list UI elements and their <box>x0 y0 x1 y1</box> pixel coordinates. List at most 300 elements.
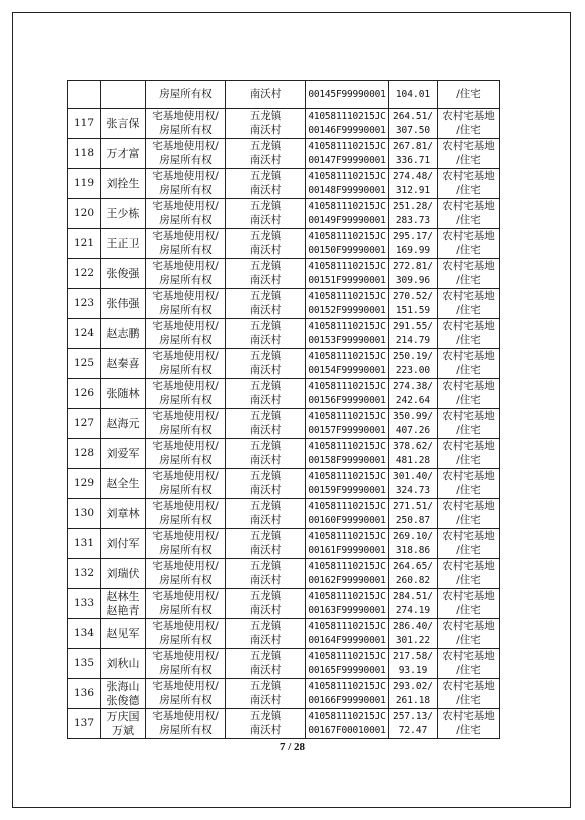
cell-unit-code-line: 410581110215JC <box>308 621 386 632</box>
cell-area-line: 284.51/ <box>392 591 434 602</box>
cell-usage-line: /住宅 <box>456 363 481 376</box>
cell-right-type <box>146 199 226 229</box>
cell-right-type-line: 房屋所有权 <box>159 483 212 496</box>
cell-unit-code <box>306 649 389 679</box>
cell-location-line: 五龙镇 <box>249 530 282 542</box>
cell-owner-name <box>101 529 146 559</box>
cell-area <box>389 469 438 499</box>
cell-location-line: 五龙镇 <box>249 590 282 602</box>
cell-owner-name <box>101 469 146 499</box>
cell-right-type <box>146 649 226 679</box>
cell-unit-code <box>306 469 389 499</box>
cell-location-line: 五龙镇 <box>249 170 282 182</box>
cell-location-line: 五龙镇 <box>249 110 282 122</box>
cell-number: 126 <box>68 379 101 409</box>
cell-number: 135 <box>68 649 101 679</box>
cell-right-type-line: 房屋所有权 <box>159 543 212 556</box>
cell-usage <box>438 559 500 589</box>
cell-right-type-line: 房屋所有权 <box>159 633 212 646</box>
cell-right-type-line: 宅基地使用权/ <box>152 290 219 302</box>
cell-usage-line: /住宅 <box>456 273 481 286</box>
cell-owner-name-line: 万才富 <box>106 146 140 160</box>
cell-location-line: 南沃村 <box>249 603 282 616</box>
cell-unit-code-line: 410581110215JC <box>308 531 386 542</box>
cell-location-line: 南沃村 <box>249 633 282 646</box>
cell-owner-name-line: 赵秦喜 <box>106 356 140 370</box>
cell-unit-code-line: 00166F99990001 <box>308 694 386 706</box>
cell-number: 127 <box>68 409 101 439</box>
cell-right-type-line: 宅基地使用权/ <box>152 620 219 632</box>
cell-area-line: 250.87 <box>395 514 431 526</box>
cell-right-type <box>146 409 226 439</box>
cell-unit-code-line: 00151F99990001 <box>308 274 386 286</box>
cell-unit-code-line: 00149F99990001 <box>308 214 386 226</box>
cell-unit-code-line: 00148F99990001 <box>308 184 386 196</box>
cell-right-type <box>146 499 226 529</box>
cell-location <box>226 169 306 199</box>
cell-unit-code <box>306 109 389 139</box>
cell-right-type-line: 房屋所有权 <box>159 363 212 376</box>
cell-area-line: 274.48/ <box>392 171 434 182</box>
cell-location-line: 五龙镇 <box>249 380 282 392</box>
cell-unit-code-line: 410581110215JC <box>308 201 386 212</box>
cell-area-line: 407.26 <box>395 424 431 436</box>
cell-right-type <box>146 349 226 379</box>
cell-right-type <box>146 109 226 139</box>
cell-location-line: 南沃村 <box>249 153 282 166</box>
cell-unit-code-line: 00153F99990001 <box>308 334 386 346</box>
cell-owner-name-line: 张言保 <box>106 116 140 130</box>
cell-right-type-line: 房屋所有权 <box>159 513 212 526</box>
cell-area-line: 214.79 <box>395 334 431 346</box>
cell-usage <box>438 619 500 649</box>
cell-location-line: 五龙镇 <box>249 650 282 662</box>
cell-right-type: 房屋所有权 <box>146 81 226 109</box>
cell-area <box>389 379 438 409</box>
table-row <box>68 319 500 349</box>
cell-location-line: 五龙镇 <box>249 680 282 692</box>
cell-owner-name-line: 赵全生 <box>106 476 140 490</box>
cell-owner-name-line: 赵志鹏 <box>106 326 140 340</box>
cell-right-type <box>146 529 226 559</box>
cell-owner-name-line: 刘秋山 <box>106 656 140 670</box>
cell-area-line: 481.28 <box>395 454 431 466</box>
cell-area-line: 295.17/ <box>392 231 434 242</box>
cell-usage-line: 农村宅基地 <box>442 470 495 482</box>
table-row <box>68 199 500 229</box>
cell-area-line: 72.47 <box>398 724 428 736</box>
cell-location-line: 五龙镇 <box>249 200 282 212</box>
cell-owner-name <box>101 139 146 169</box>
cell-location <box>226 109 306 139</box>
cell-unit-code-line: 410581110215JC <box>308 561 386 572</box>
cell-location <box>226 619 306 649</box>
cell-area-line: 223.00 <box>395 364 431 376</box>
cell-unit-code <box>306 559 389 589</box>
cell-right-type <box>146 289 226 319</box>
cell-location <box>226 499 306 529</box>
cell-number: 117 <box>68 109 101 139</box>
cell-unit-code <box>306 379 389 409</box>
cell-usage-line: /住宅 <box>456 453 481 466</box>
cell-location-line: 南沃村 <box>249 693 282 706</box>
cell-right-type-line: 宅基地使用权/ <box>152 350 219 362</box>
table-row <box>68 649 500 679</box>
cell-owner-name <box>101 109 146 139</box>
cell-right-type-line: 宅基地使用权/ <box>152 230 219 242</box>
cell-usage-line: 农村宅基地 <box>442 230 495 242</box>
cell-location-line: 南沃村 <box>249 543 282 556</box>
cell-area <box>389 619 438 649</box>
cell-area-line: 318.86 <box>395 544 431 556</box>
cell-number: 125 <box>68 349 101 379</box>
cell-unit-code-line: 00160F99990001 <box>308 514 386 526</box>
cell-unit-code-line: 410581110215JC <box>308 141 386 152</box>
cell-unit-code-line: 00146F99990001 <box>308 124 386 136</box>
cell-location <box>226 589 306 619</box>
cell-owner-name <box>101 439 146 469</box>
cell-owner-name <box>101 679 146 709</box>
cell-right-type-line: 宅基地使用权/ <box>152 530 219 542</box>
cell-location-line: 南沃村 <box>249 513 282 526</box>
cell-location <box>226 469 306 499</box>
cell-area <box>389 259 438 289</box>
cell-area <box>389 169 438 199</box>
cell-usage-line: /住宅 <box>456 123 481 136</box>
cell-usage <box>438 229 500 259</box>
cell-area <box>389 559 438 589</box>
cell-area <box>389 109 438 139</box>
cell-right-type-line: 宅基地使用权/ <box>152 260 219 272</box>
cell-usage <box>438 409 500 439</box>
cell-area <box>389 499 438 529</box>
cell-right-type-line: 宅基地使用权/ <box>152 170 219 182</box>
cell-owner-name-line: 张随林 <box>106 386 140 400</box>
cell-location-line: 南沃村 <box>249 243 282 256</box>
cell-unit-code <box>306 289 389 319</box>
cell-usage-line: /住宅 <box>456 423 481 436</box>
cell-unit-code <box>306 259 389 289</box>
cell-usage-line: 农村宅基地 <box>442 500 495 512</box>
table-row <box>68 709 500 739</box>
cell-location-line: 南沃村 <box>249 303 282 316</box>
cell-right-type-line: 房屋所有权 <box>159 603 212 616</box>
cell-location <box>226 229 306 259</box>
cell-location-line: 五龙镇 <box>249 710 282 722</box>
table-row <box>68 439 500 469</box>
cell-area-line: 271.51/ <box>392 501 434 512</box>
cell-usage-line: /住宅 <box>456 153 481 166</box>
cell-usage-line: 农村宅基地 <box>442 620 495 632</box>
cell-owner-name-line: 赵林生 <box>106 590 140 603</box>
cell-right-type <box>146 319 226 349</box>
cell-usage-line: /住宅 <box>456 183 481 196</box>
cell-usage <box>438 319 500 349</box>
cell-right-type-line: 宅基地使用权/ <box>152 680 219 692</box>
cell-location-line: 南沃村 <box>249 423 282 436</box>
cell-right-type <box>146 439 226 469</box>
cell-area-line: 269.10/ <box>392 531 434 542</box>
cell-number: 120 <box>68 199 101 229</box>
cell-usage <box>438 349 500 379</box>
cell-area-line: 324.73 <box>395 484 431 496</box>
cell-usage-line: 农村宅基地 <box>442 320 495 332</box>
cell-unit-code-line: 00147F99990001 <box>308 154 386 166</box>
cell-right-type-line: 房屋所有权 <box>159 213 212 226</box>
cell-usage-line: 农村宅基地 <box>442 410 495 422</box>
cell-usage-line: /住宅 <box>456 543 481 556</box>
cell-owner-name-line: 刘付军 <box>106 536 140 550</box>
cell-usage <box>438 469 500 499</box>
cell-location-line: 五龙镇 <box>249 230 282 242</box>
cell-unit-code-line: 410581110215JC <box>308 591 386 602</box>
cell-right-type-line: 房屋所有权 <box>159 303 212 316</box>
table-row <box>68 169 500 199</box>
cell-owner-name-line: 赵艳青 <box>106 603 140 617</box>
cell-right-type <box>146 619 226 649</box>
cell-usage <box>438 499 500 529</box>
cell-owner-name-line: 刘章林 <box>106 506 140 520</box>
cell-owner-name-line: 张俊德 <box>106 693 140 707</box>
table-row <box>68 379 500 409</box>
cell-number: 129 <box>68 469 101 499</box>
cell-number: 119 <box>68 169 101 199</box>
cell-usage-line: 农村宅基地 <box>442 680 495 692</box>
cell-unit-code <box>306 199 389 229</box>
cell-location-line: 五龙镇 <box>249 470 282 482</box>
cell-location-line: 南沃村 <box>249 213 282 226</box>
cell-unit-code-line: 00152F99990001 <box>308 304 386 316</box>
cell-area-line: 217.58/ <box>392 651 434 662</box>
cell-location-line: 南沃村 <box>249 333 282 346</box>
cell-unit-code <box>306 709 389 739</box>
cell-right-type-line: 宅基地使用权/ <box>152 710 219 722</box>
cell-right-type-line: 宅基地使用权/ <box>152 560 219 572</box>
cell-area-line: 264.65/ <box>392 561 434 572</box>
cell-right-type <box>146 679 226 709</box>
cell-location <box>226 319 306 349</box>
table-row <box>68 409 500 439</box>
cell-area-line: 257.13/ <box>392 711 434 722</box>
cell-unit-code <box>306 349 389 379</box>
cell-owner-name <box>101 289 146 319</box>
cell-unit-code <box>306 169 389 199</box>
cell-area-line: 274.38/ <box>392 381 434 392</box>
cell-owner-name-line: 张海山 <box>106 680 140 693</box>
cell-location-line: 五龙镇 <box>249 290 282 302</box>
cell-area <box>389 139 438 169</box>
cell-unit-code-line: 00158F99990001 <box>308 454 386 466</box>
cell-usage-line: 农村宅基地 <box>442 440 495 452</box>
cell-usage-line: 农村宅基地 <box>442 560 495 572</box>
cell-unit-code <box>306 409 389 439</box>
cell-usage-line: /住宅 <box>456 723 481 736</box>
cell-unit-code-line: 410581110215JC <box>308 471 386 482</box>
cell-unit-code <box>306 319 389 349</box>
cell-usage <box>438 109 500 139</box>
cell-usage-line: 农村宅基地 <box>442 110 495 122</box>
cell-right-type-line: 房屋所有权 <box>159 333 212 346</box>
cell-location-line: 五龙镇 <box>249 260 282 272</box>
cell-usage-line: 农村宅基地 <box>442 140 495 152</box>
cell-area-line: 350.99/ <box>392 411 434 422</box>
cell-area-line: 286.40/ <box>392 621 434 632</box>
cell-area-line: 301.22 <box>395 634 431 646</box>
cell-area <box>389 529 438 559</box>
cell-owner-name <box>101 649 146 679</box>
cell-usage-line: 农村宅基地 <box>442 590 495 602</box>
cell-unit-code-line: 410581110215JC <box>308 381 386 392</box>
cell-owner-name-line: 刘瑞伏 <box>106 566 140 580</box>
cell-owner-name-line: 张俊强 <box>106 266 140 280</box>
cell-right-type-line: 房屋所有权 <box>159 393 212 406</box>
cell-location-line: 南沃村 <box>249 483 282 496</box>
cell-number: 123 <box>68 289 101 319</box>
cell-usage <box>438 169 500 199</box>
cell-usage-line: /住宅 <box>456 243 481 256</box>
cell-owner-name-line: 张伟强 <box>106 296 140 310</box>
cell-location-line: 南沃村 <box>249 393 282 406</box>
cell-location-line: 五龙镇 <box>249 320 282 332</box>
cell-unit-code-line: 00150F99990001 <box>308 244 386 256</box>
cell-right-type <box>146 589 226 619</box>
cell-usage-line: 农村宅基地 <box>442 650 495 662</box>
cell-unit-code-line: 410581110215JC <box>308 321 386 332</box>
cell-area-line: 242.64 <box>395 394 431 406</box>
cell-usage <box>438 679 500 709</box>
cell-location <box>226 289 306 319</box>
cell-area-line: 309.96 <box>395 274 431 286</box>
table-row <box>68 619 500 649</box>
cell-number: 136 <box>68 679 101 709</box>
cell-location-line: 南沃村 <box>249 723 282 736</box>
cell-area <box>389 319 438 349</box>
cell-right-type-line: 房屋所有权 <box>159 663 212 676</box>
cell-unit-code-line: 410581110215JC <box>308 291 386 302</box>
cell-location-line: 五龙镇 <box>249 410 282 422</box>
cell-owner-name-line: 刘拴生 <box>106 176 140 190</box>
cell-area-line: 378.62/ <box>392 441 434 452</box>
cell-unit-code-line: 410581110215JC <box>308 261 386 272</box>
cell-area <box>389 229 438 259</box>
cell-unit-code-line: 00162F99990001 <box>308 574 386 586</box>
cell-owner-name-line: 万庆国 <box>106 710 140 723</box>
cell-owner-name-line: 王正卫 <box>106 236 140 250</box>
cell-location-line: 南沃村 <box>249 573 282 586</box>
cell-right-type-line: 宅基地使用权/ <box>152 140 219 152</box>
cell-owner-name <box>101 169 146 199</box>
cell-unit-code <box>306 589 389 619</box>
cell-location-line: 五龙镇 <box>249 560 282 572</box>
cell-location <box>226 559 306 589</box>
cell-unit-code <box>306 529 389 559</box>
cell-usage <box>438 649 500 679</box>
cell-area <box>389 199 438 229</box>
cell-owner-name-line: 赵见军 <box>106 626 140 640</box>
cell-right-type-line: 房屋所有权 <box>159 693 212 706</box>
cell-unit-code <box>306 439 389 469</box>
cell-location <box>226 649 306 679</box>
cell-location <box>226 529 306 559</box>
cell-number: 130 <box>68 499 101 529</box>
cell-location <box>226 349 306 379</box>
cell-usage-line: 农村宅基地 <box>442 380 495 392</box>
cell-usage-line: 农村宅基地 <box>442 350 495 362</box>
cell-usage <box>438 439 500 469</box>
cell-area-line: 283.73 <box>395 214 431 226</box>
cell-usage-line: /住宅 <box>456 633 481 646</box>
cell-usage-line: 农村宅基地 <box>442 200 495 212</box>
cell-usage-line: /住宅 <box>456 513 481 526</box>
cell-location-line: 南沃村 <box>249 273 282 286</box>
cell-right-type-line: 房屋所有权 <box>159 183 212 196</box>
cell-location-line: 南沃村 <box>249 663 282 676</box>
cell-unit-code: 00145F99990001 <box>306 81 389 109</box>
cell-right-type <box>146 469 226 499</box>
cell-usage-line: /住宅 <box>456 573 481 586</box>
cell-right-type-line: 宅基地使用权/ <box>152 380 219 392</box>
cell-unit-code-line: 00165F99990001 <box>308 664 386 676</box>
cell-area-line: 274.19 <box>395 604 431 616</box>
cell-location-line: 南沃村 <box>249 123 282 136</box>
table-row <box>68 259 500 289</box>
cell-area <box>389 649 438 679</box>
cell-unit-code-line: 00161F99990001 <box>308 544 386 556</box>
cell-right-type-line: 房屋所有权 <box>159 273 212 286</box>
cell-unit-code-line: 410581110215JC <box>308 411 386 422</box>
cell-number: 131 <box>68 529 101 559</box>
cell-unit-code-line: 410581110215JC <box>308 441 386 452</box>
cell-area-line: 260.82 <box>395 574 431 586</box>
cell-location-line: 五龙镇 <box>249 620 282 632</box>
cell-number: 132 <box>68 559 101 589</box>
cell-area-line: 264.51/ <box>392 111 434 122</box>
cell-right-type <box>146 709 226 739</box>
cell-owner-name <box>101 199 146 229</box>
cell-unit-code <box>306 679 389 709</box>
cell-usage <box>438 709 500 739</box>
table-row <box>68 469 500 499</box>
table-row <box>68 679 500 709</box>
cell-usage <box>438 589 500 619</box>
cell-area <box>389 409 438 439</box>
cell-area-line: 272.81/ <box>392 261 434 272</box>
cell-area-line: 291.55/ <box>392 321 434 332</box>
cell-location <box>226 259 306 289</box>
cell-area: 104.01 <box>389 81 438 109</box>
cell-unit-code-line: 00163F99990001 <box>308 604 386 616</box>
cell-number: 128 <box>68 439 101 469</box>
cell-location-line: 五龙镇 <box>249 140 282 152</box>
cell-usage <box>438 529 500 559</box>
cell-location-line: 南沃村 <box>249 183 282 196</box>
cell-usage-line: 农村宅基地 <box>442 170 495 182</box>
cell-owner-name <box>101 229 146 259</box>
cell-location <box>226 709 306 739</box>
cell-usage-line: 农村宅基地 <box>442 290 495 302</box>
cell-area-line: 251.28/ <box>392 201 434 212</box>
cell-unit-code-line: 410581110215JC <box>308 651 386 662</box>
cell-unit-code-line: 410581110215JC <box>308 711 386 722</box>
cell-area-line: 312.91 <box>395 184 431 196</box>
cell-location <box>226 199 306 229</box>
cell-number <box>68 81 101 109</box>
cell-owner-name-line: 万斌 <box>112 723 134 737</box>
cell-area <box>389 289 438 319</box>
cell-owner-name <box>101 709 146 739</box>
cell-right-type <box>146 559 226 589</box>
cell-unit-code-line: 00157F99990001 <box>308 424 386 436</box>
